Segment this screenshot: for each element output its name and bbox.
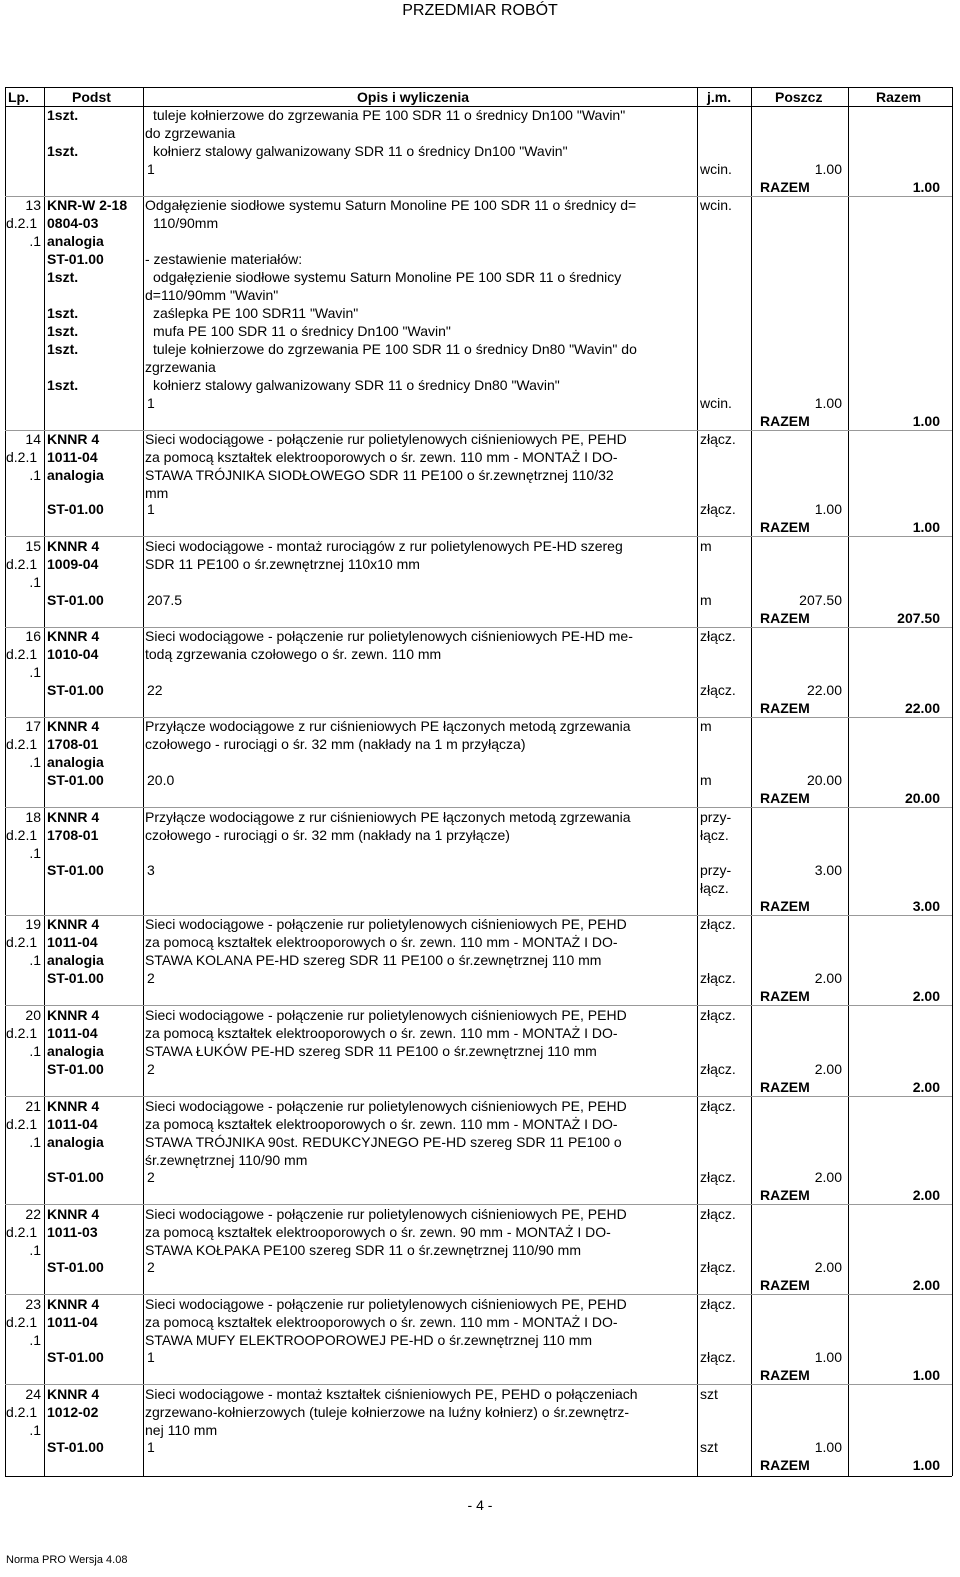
item-podstawa-code: 0804-03 <box>47 215 99 231</box>
calc-value: 2 <box>147 1259 155 1275</box>
item-lp-sub: d.2.1 <box>6 449 38 465</box>
item-lp: 18 <box>25 809 41 825</box>
razem-value: 22.00 <box>904 700 940 716</box>
item-lp: 16 <box>25 628 41 644</box>
item-podstawa: KNNR 4 <box>47 916 100 932</box>
software-footer: Norma PRO Wersja 4.08 <box>6 1554 128 1566</box>
poszcz-value: 207.50 <box>799 592 842 608</box>
poszcz-value: 2.00 <box>814 1169 842 1185</box>
item-description: Sieci wodociągowe - połączenie rur polietylenowych ciśnieniowych PE, PEHD <box>145 1007 627 1023</box>
item-unit: przy- <box>700 809 732 825</box>
item-lp: 13 <box>25 197 41 213</box>
item-st: ST-01.00 <box>47 772 104 788</box>
item-analogia: analogia <box>47 1134 104 1150</box>
item-lp-sub: d.2.1 <box>6 1404 38 1420</box>
item-podstawa-code: 1708-01 <box>47 736 99 752</box>
item-podstawa: KNNR 4 <box>47 1296 100 1312</box>
item-description: Sieci wodociągowe - połączenie rur polietylenowych ciśnieniowych PE, PEHD <box>145 1296 627 1312</box>
item-podstawa: KNNR 4 <box>47 1007 100 1023</box>
item-podstawa: KNNR 4 <box>47 628 100 644</box>
item-analogia: analogia <box>47 467 104 483</box>
item-description: mm <box>145 485 169 501</box>
material-line: tuleje kołnierzowe do zgrzewania PE 100 SDR 11 o średnicy Dn80 "Wavin" do <box>153 341 637 357</box>
calc-unit: wcin. <box>700 395 732 411</box>
calc-value: 1 <box>147 161 155 177</box>
item-description: Sieci wodociągowe - połączenie rur polietylenowych ciśnieniowych PE-HD me- <box>145 628 633 644</box>
item-podstawa-code: 1011-04 <box>47 449 98 465</box>
quantity: 1szt. <box>47 107 79 123</box>
col-header-jm: j.m. <box>707 89 732 105</box>
calc-unit: złącz. <box>700 501 736 517</box>
calc-value: 2 <box>147 1169 155 1185</box>
razem-label: RAZEM <box>760 988 810 1004</box>
calc-unit: złącz. <box>700 1169 736 1185</box>
calc-value: 1 <box>147 1439 155 1455</box>
razem-label: RAZEM <box>760 790 810 806</box>
item-unit: łącz. <box>700 827 729 843</box>
poszcz-value: 2.00 <box>814 1061 842 1077</box>
item-lp-sub: .1 <box>29 1242 41 1258</box>
item-podstawa-code: 1011-04 <box>47 1025 98 1041</box>
calc-value: 2 <box>147 970 155 986</box>
page-number: - 4 - <box>467 1497 493 1513</box>
item-podstawa-code: 1011-04 <box>47 1116 98 1132</box>
col-line <box>5 87 6 1476</box>
item-lp-sub: d.2.1 <box>6 934 38 950</box>
item-st: ST-01.00 <box>47 970 104 986</box>
poszcz-value: 1.00 <box>814 395 842 411</box>
item-description: STAWA TRÓJNIKA 90st. REDUKCYJNEGO PE-HD szereg SDR 11 PE100 o <box>145 1134 622 1150</box>
calc-value: 1 <box>147 395 155 411</box>
item-podstawa-code: 1011-03 <box>47 1224 98 1240</box>
razem-value: 2.00 <box>912 1079 940 1095</box>
razem-value: 2.00 <box>912 1187 940 1203</box>
calc-unit: szt <box>700 1439 718 1455</box>
item-description: STAWA MUFY ELEKTROOPOROWEJ PE-HD o śr.zewnętrznej 110 mm <box>145 1332 593 1348</box>
quantity: 1szt. <box>47 323 79 339</box>
row-rule <box>5 1005 952 1006</box>
item-lp-sub: d.2.1 <box>6 1224 38 1240</box>
item-description: Odgałęzienie siodłowe systemu Saturn Monoline PE 100 SDR 11 o średnicy d= <box>145 197 637 213</box>
material-line: do zgrzewania <box>145 125 236 141</box>
calc-value: 20.0 <box>147 772 175 788</box>
razem-value: 1.00 <box>912 1367 940 1383</box>
calc-unit: przy- <box>700 862 732 878</box>
razem-label: RAZEM <box>760 1079 810 1095</box>
material-line: kołnierz stalowy galwanizowany SDR 11 o średnicy Dn80 "Wavin" <box>153 377 560 393</box>
item-unit: złącz. <box>700 628 736 644</box>
item-st: ST-01.00 <box>47 862 104 878</box>
material-line: zaślepka PE 100 SDR11 "Wavin" <box>153 305 359 321</box>
item-description: czołowego - rurociągi o śr. 32 mm (nakłady na 1 m przyłącza) <box>145 736 526 752</box>
item-description: STAWA KOLANA PE-HD szereg SDR 11 PE100 o śr.zewnętrznej 110 mm <box>145 952 602 968</box>
item-st: ST-01.00 <box>47 592 104 608</box>
item-description: za pomocą kształtek elektrooporowych o śr. zewn. 110 mm - MONTAŻ I DO- <box>145 1116 618 1132</box>
razem-value: 1.00 <box>912 413 940 429</box>
razem-label: RAZEM <box>760 1457 810 1473</box>
item-podstawa-code: 1010-04 <box>47 646 99 662</box>
item-description: Sieci wodociągowe - połączenie rur polietylenowych ciśnieniowych PE, PEHD <box>145 1098 627 1114</box>
col-header-razem: Razem <box>876 89 922 105</box>
material-line: kołnierz stalowy galwanizowany SDR 11 o średnicy Dn100 "Wavin" <box>153 143 568 159</box>
quantity: 1szt. <box>47 143 79 159</box>
item-description: za pomocą kształtek elektrooporowych o śr. zewn. 110 mm - MONTAŻ I DO- <box>145 1025 618 1041</box>
item-analogia: analogia <box>47 754 104 770</box>
razem-value: 1.00 <box>912 179 940 195</box>
quantity: 1szt. <box>47 305 79 321</box>
item-description: za pomocą kształtek elektrooporowych o śr. zewn. 90 mm - MONTAŻ I DO- <box>145 1224 611 1240</box>
table-bottom-rule <box>5 1476 952 1477</box>
item-st: ST-01.00 <box>47 1169 104 1185</box>
calc-unit: złącz. <box>700 1259 736 1275</box>
item-unit: złącz. <box>700 1007 736 1023</box>
poszcz-value: 20.00 <box>806 772 842 788</box>
item-podstawa: KNNR 4 <box>47 1098 100 1114</box>
item-lp: 22 <box>25 1206 41 1222</box>
item-podstawa-code: 1011-04 <box>47 934 98 950</box>
item-lp-sub: d.2.1 <box>6 556 38 572</box>
col-line <box>848 87 849 1476</box>
item-description: śr.zewnętrznej 110/90 mm <box>145 1152 308 1168</box>
item-description: Sieci wodociągowe - połączenie rur polietylenowych ciśnieniowych PE, PEHD <box>145 431 627 447</box>
item-st: ST-01.00 <box>47 682 104 698</box>
row-rule <box>5 807 952 808</box>
razem-value: 2.00 <box>912 1277 940 1293</box>
poszcz-value: 1.00 <box>814 161 842 177</box>
calc-unit: m <box>700 772 712 788</box>
item-description: Sieci wodociągowe - połączenie rur polietylenowych ciśnieniowych PE, PEHD <box>145 1206 627 1222</box>
item-lp: 17 <box>25 718 41 734</box>
row-rule <box>5 536 952 537</box>
material-line: odgałęzienie siodłowe systemu Saturn Monoline PE 100 SDR 11 o średnicy <box>153 269 622 285</box>
item-lp-sub: .1 <box>29 233 41 249</box>
item-lp-sub: .1 <box>29 467 41 483</box>
item-lp-sub: d.2.1 <box>6 736 38 752</box>
col-header-poszcz: Poszcz <box>775 89 823 105</box>
calc-unit: wcin. <box>700 161 732 177</box>
material-line: d=110/90mm "Wavin" <box>145 287 279 303</box>
calc-unit: złącz. <box>700 970 736 986</box>
item-description: czołowego - rurociągi o śr. 32 mm (nakłady na 1 przyłącze) <box>145 827 510 843</box>
item-st: ST-01.00 <box>47 251 104 267</box>
razem-value: 20.00 <box>904 790 940 806</box>
calc-value: 1 <box>147 501 155 517</box>
item-unit: m <box>700 718 712 734</box>
item-podstawa-code: 1011-04 <box>47 1314 98 1330</box>
poszcz-value: 1.00 <box>814 1349 842 1365</box>
col-line <box>143 87 144 1476</box>
quantity: 1szt. <box>47 341 79 357</box>
razem-value: 2.00 <box>912 988 940 1004</box>
item-podstawa: KNNR 4 <box>47 809 100 825</box>
item-podstawa: KNNR 4 <box>47 1206 100 1222</box>
item-podstawa-code: 1009-04 <box>47 556 99 572</box>
header-top-rule <box>5 87 952 88</box>
col-line <box>697 87 698 1476</box>
materials-heading: - zestawienie materiałów: <box>145 251 303 267</box>
razem-value: 1.00 <box>912 1457 940 1473</box>
item-lp-sub: d.2.1 <box>6 1025 38 1041</box>
item-podstawa-code: 1012-02 <box>47 1404 99 1420</box>
item-lp: 14 <box>25 431 41 447</box>
item-podstawa: KNNR 4 <box>47 431 100 447</box>
col-header-lp: Lp. <box>8 89 29 105</box>
calc-value: 2 <box>147 1061 155 1077</box>
col-header-podst: Podst <box>72 89 111 105</box>
razem-label: RAZEM <box>760 413 810 429</box>
razem-value: 207.50 <box>897 610 940 626</box>
item-st: ST-01.00 <box>47 501 104 517</box>
item-lp-sub: d.2.1 <box>6 827 38 843</box>
quantity: 1szt. <box>47 269 79 285</box>
item-description: Przyłącze wodociągowe z rur ciśnieniowych PE łączonych metodą zgrzewania <box>145 809 631 825</box>
calc-unit: złącz. <box>700 1349 736 1365</box>
material-line: mufa PE 100 SDR 11 o średnicy Dn100 "Wavin" <box>153 323 451 339</box>
item-podstawa-code: 1708-01 <box>47 827 99 843</box>
item-description: STAWA ŁUKÓW PE-HD szereg SDR 11 PE100 o śr.zewnętrznej 110 mm <box>145 1043 597 1059</box>
material-line: tuleje kołnierzowe do zgrzewania PE 100 SDR 11 o średnicy Dn100 "Wavin" <box>153 107 626 123</box>
razem-value: 1.00 <box>912 519 940 535</box>
col-line <box>952 87 953 1476</box>
poszcz-value: 3.00 <box>814 862 842 878</box>
item-st: ST-01.00 <box>47 1061 104 1077</box>
row-rule <box>5 1204 952 1205</box>
item-lp-sub: d.2.1 <box>6 215 38 231</box>
col-line <box>44 87 45 1476</box>
razem-label: RAZEM <box>760 700 810 716</box>
item-description: STAWA KOŁPAKA PE100 szereg SDR 11 o śr.zewnętrznej 110/90 mm <box>145 1242 582 1258</box>
item-unit: wcin. <box>700 197 732 213</box>
item-st: ST-01.00 <box>47 1259 104 1275</box>
item-analogia: analogia <box>47 952 104 968</box>
row-rule <box>5 1384 952 1385</box>
item-description: nej 110 mm <box>145 1422 218 1438</box>
item-lp-sub: d.2.1 <box>6 646 38 662</box>
item-description: STAWA TRÓJNIKA SIODŁOWEGO SDR 11 PE100 o śr.zewnętrznej 110/32 <box>145 467 614 483</box>
item-lp-sub: .1 <box>29 1332 41 1348</box>
item-lp-sub: .1 <box>29 664 41 680</box>
item-lp-sub: .1 <box>29 1134 41 1150</box>
item-st: ST-01.00 <box>47 1439 104 1455</box>
razem-label: RAZEM <box>760 179 810 195</box>
item-unit: m <box>700 538 712 554</box>
item-lp-sub: .1 <box>29 1422 41 1438</box>
item-unit: złącz. <box>700 1206 736 1222</box>
item-lp-sub: d.2.1 <box>6 1116 38 1132</box>
razem-label: RAZEM <box>760 1367 810 1383</box>
item-description: Przyłącze wodociągowe z rur ciśnieniowych PE łączonych metodą zgrzewania <box>145 718 631 734</box>
calc-unit: m <box>700 592 712 608</box>
poszcz-value: 22.00 <box>806 682 842 698</box>
item-lp: 23 <box>25 1296 41 1312</box>
item-description: Sieci wodociągowe - połączenie rur polietylenowych ciśnieniowych PE, PEHD <box>145 916 627 932</box>
razem-label: RAZEM <box>760 519 810 535</box>
item-podstawa: KNNR 4 <box>47 538 100 554</box>
item-lp-sub: d.2.1 <box>6 1314 38 1330</box>
item-description: SDR 11 PE100 o śr.zewnętrznej 110x10 mm <box>145 556 420 572</box>
quantity: 1szt. <box>47 377 79 393</box>
poszcz-value: 1.00 <box>814 501 842 517</box>
material-line: zgrzewania <box>145 359 216 375</box>
razem-label: RAZEM <box>760 610 810 626</box>
item-lp: 15 <box>25 538 41 554</box>
item-lp: 20 <box>25 1007 41 1023</box>
item-description: za pomocą kształtek elektrooporowych o śr. zewn. 110 mm - MONTAŻ I DO- <box>145 934 618 950</box>
item-lp: 21 <box>25 1098 41 1114</box>
item-description: Sieci wodociągowe - montaż rurociągów z rur polietylenowych PE-HD szereg <box>145 538 623 554</box>
razem-label: RAZEM <box>760 1187 810 1203</box>
item-description: todą zgrzewania czołowego o śr. zewn. 110 mm <box>145 646 442 662</box>
row-rule <box>5 1096 952 1097</box>
item-unit: szt <box>700 1386 718 1402</box>
document-title: PRZEDMIAR ROBÓT <box>402 2 558 19</box>
item-analogia: analogia <box>47 1043 104 1059</box>
calc-value: 1 <box>147 1349 155 1365</box>
item-description: Sieci wodociągowe - montaż kształtek ciśnieniowych PE, PEHD o połączeniach <box>145 1386 638 1402</box>
item-unit: złącz. <box>700 916 736 932</box>
razem-value: 3.00 <box>912 898 940 914</box>
item-description: 110/90mm <box>153 215 219 231</box>
calc-unit: złącz. <box>700 682 736 698</box>
item-lp: 19 <box>25 916 41 932</box>
item-unit: złącz. <box>700 1098 736 1114</box>
calc-unit: złącz. <box>700 1061 736 1077</box>
col-header-opis: Opis i wyliczenia <box>357 89 470 105</box>
item-st: ST-01.00 <box>47 1349 104 1365</box>
item-unit: złącz. <box>700 431 736 447</box>
item-description: za pomocą kształtek elektrooporowych o śr. zewn. 110 mm - MONTAŻ I DO- <box>145 449 618 465</box>
item-podstawa: KNNR 4 <box>47 718 100 734</box>
poszcz-value: 2.00 <box>814 1259 842 1275</box>
calc-value: 22 <box>147 682 163 698</box>
item-analogia: analogia <box>47 233 104 249</box>
item-description: zgrzewano-kołnierzowych (tuleje kołnierzowe na luźny kołnierz) o śr.zewnętrz- <box>145 1404 629 1420</box>
item-lp-sub: .1 <box>29 952 41 968</box>
calc-unit: łącz. <box>700 880 729 896</box>
razem-label: RAZEM <box>760 898 810 914</box>
item-lp-sub: .1 <box>29 845 41 861</box>
poszcz-value: 2.00 <box>814 970 842 986</box>
item-unit: złącz. <box>700 1296 736 1312</box>
calc-value: 3 <box>147 862 155 878</box>
item-lp-sub: .1 <box>29 574 41 590</box>
item-podstawa: KNNR 4 <box>47 1386 100 1402</box>
razem-label: RAZEM <box>760 1277 810 1293</box>
item-lp-sub: .1 <box>29 1043 41 1059</box>
item-lp-sub: .1 <box>29 754 41 770</box>
poszcz-value: 1.00 <box>814 1439 842 1455</box>
calc-value: 207.5 <box>147 592 183 608</box>
item-description: za pomocą kształtek elektrooporowych o śr. zewn. 110 mm - MONTAŻ I DO- <box>145 1314 618 1330</box>
item-podstawa: KNR-W 2-18 <box>47 197 128 213</box>
row-rule <box>5 1294 952 1295</box>
item-lp: 24 <box>25 1386 41 1402</box>
